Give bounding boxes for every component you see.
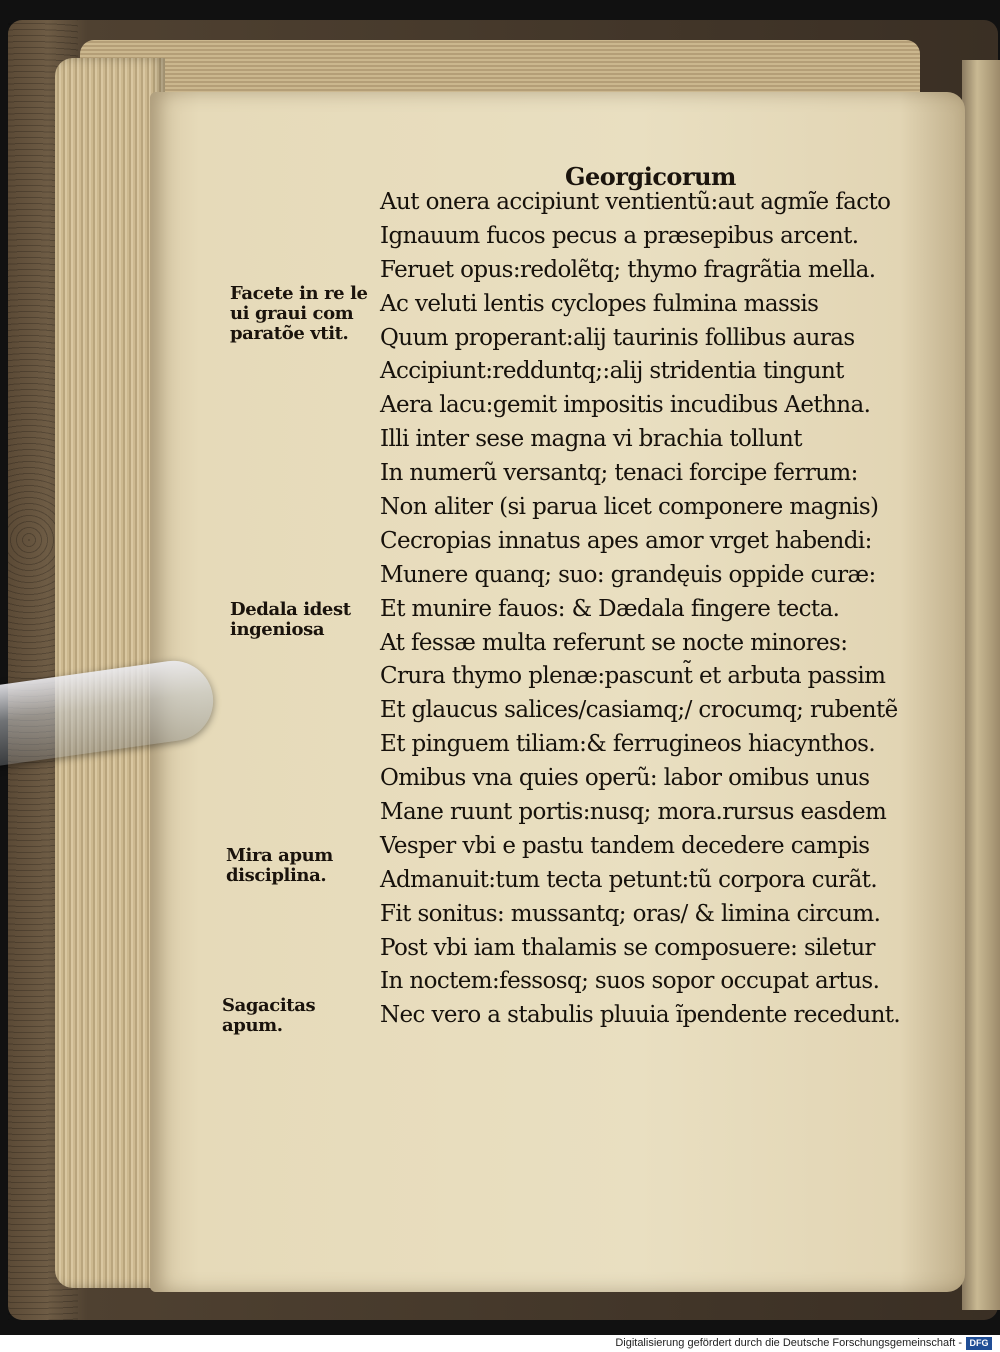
verse-line: Omibus vna quies operũ: labor omibus unus [380, 765, 870, 792]
gloss-line: Sagacitas [222, 995, 316, 1016]
gloss-line: Facete in re le [230, 283, 368, 304]
verse-line: Accipiunt:redduntq;:alij stridentia tingunt [380, 358, 844, 385]
gloss-line: apum. [222, 1015, 283, 1036]
verse-line: Nec vero a stabulis pluuia ĩpendente recedunt. [380, 1002, 901, 1029]
verse-line: At fessæ multa referunt se nocte minores: [380, 629, 848, 656]
verse-line: Aut onera accipiunt ventientũ:aut agmĩe facto [380, 189, 891, 215]
verse-line: Crura thymo plenæ:pascunt̃ et arbuta passim [380, 663, 886, 690]
marginal-gloss [230, 600, 351, 640]
verse-line: Aera lacu:gemit impositis incudibus Aethna. [380, 392, 871, 419]
verse-line: Ac veluti lentis cyclopes fulmina massis [380, 290, 819, 317]
gloss-line: Dedala idest [230, 599, 351, 620]
verse-line: Munere quanq; suo: grandęuis oppide curæ: [380, 561, 876, 588]
verse-line: Non aliter (si parua licet componere magnis) [380, 494, 879, 521]
verse-line: Mane ruunt portis:nusq; mora.rursus easdem [380, 799, 887, 826]
verse-line: In noctem:fessosq; suos sopor occupat artus. [380, 968, 880, 995]
gloss-line: disciplina. [226, 865, 327, 886]
verse-line: Fit sonitus: mussantq; oras/ & limina circum. [380, 900, 881, 927]
verse-line: Et munire fauos: & Dædala fingere tecta. [380, 595, 840, 622]
marginal-gloss [226, 846, 333, 886]
verse-line: Post vbi iam thalamis se composuere: siletur [380, 934, 875, 961]
verse-line: Admanuit:tum tecta petunt:tũ corpora curãt. [380, 866, 878, 893]
gloss-line: ingeniosa [230, 619, 325, 640]
verse-line: Cecropias innatus apes amor vrget habendi: [380, 527, 872, 554]
verse-line: Ignauum fucos pecus a præsepibus arcent. [380, 222, 859, 249]
verse-line: Feruet opus:redolẽtq; thymo fragrãtia mella. [380, 256, 876, 283]
verse-text [380, 186, 940, 1033]
verse-line: In numerũ versantq; tenaci forcipe ferrum: [380, 460, 858, 487]
marginal-gloss [230, 284, 368, 344]
verse-line: Et pinguem tiliam:& ferrugineos hiacynthos. [380, 731, 876, 758]
gloss-line: Mira apum [226, 845, 333, 866]
verse-line: Illi inter sese magna vi brachia tollunt [380, 426, 802, 453]
gloss-line: ui graui com [230, 303, 354, 324]
funding-credit: Digitalisierung gefördert durch die Deutsche Forschungsgemeinschaft - [615, 1337, 962, 1349]
verse-line: Et glaucus salices/casiamq;/ crocumq; rubentẽ [380, 697, 898, 724]
gloss-line: paratõe vtit. [230, 323, 349, 344]
dfg-logo: DFG [966, 1337, 992, 1350]
facing-page-edge [962, 60, 1000, 1310]
marginal-gloss [222, 996, 315, 1036]
verse-line: Quum properant:alij taurinis follibus auras [380, 324, 855, 351]
running-head: Georgicorum [565, 162, 736, 191]
verse-line: Vesper vbi e pastu tandem decedere campis [380, 832, 870, 859]
